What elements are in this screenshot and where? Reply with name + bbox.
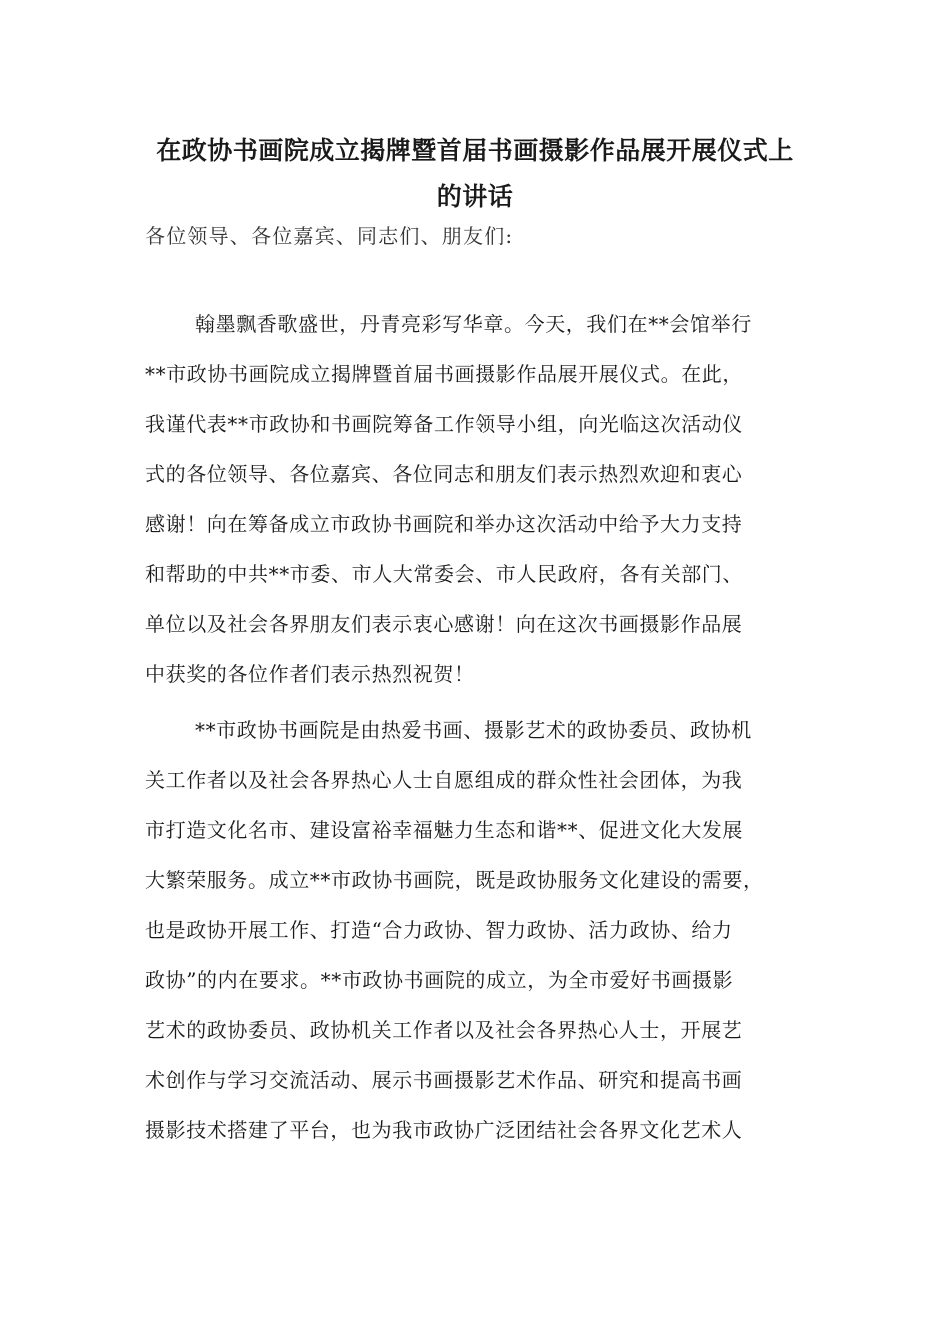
paragraph-line: **市政协书画院成立揭牌暨首届书画摄影作品展开展仪式。在此， [145, 362, 743, 386]
paragraph-line: 感谢！向在筹备成立市政协书画院和举办这次活动中给予大力支持 [145, 512, 743, 536]
paragraph-line: 和帮助的中共**市委、市人大常委会、市人民政府，各有关部门、 [145, 562, 743, 586]
greeting-line: 各位领导、各位嘉宾、同志们、朋友们: [145, 224, 514, 248]
title-line: 的讲话 [436, 182, 514, 211]
paragraph-line: 中获奖的各位作者们表示热烈祝贺！ [145, 662, 475, 686]
paragraph-line: **市政协书画院是由热爱书画、摄影艺术的政协委员、政协机 [195, 718, 752, 742]
title-line: 在政协书画院成立揭牌暨首届书画摄影作品展开展仪式上 [156, 136, 794, 165]
paragraph-introduction [145, 705, 810, 1155]
document-title [145, 128, 805, 220]
paragraph-line: 大繁荣服务。成立**市政协书画院，既是政协服务文化建设的需要， [145, 868, 764, 892]
paragraph-line: 关工作者以及社会各界热心人士自愿组成的群众性社会团体，为我 [145, 768, 743, 792]
paragraph-line: 式的各位领导、各位嘉宾、各位同志和朋友们表示热烈欢迎和衷心 [145, 462, 743, 486]
paragraph-line: 单位以及社会各界朋友们表示衷心感谢！向在这次书画摄影作品展 [145, 612, 743, 636]
paragraph-line: 翰墨飘香歌盛世，丹青亮彩写华章。今天，我们在**会馆举行 [195, 312, 752, 336]
paragraph-line: 也是政协开展工作、打造“合力政协、智力政协、活力政协、给力 [145, 918, 733, 942]
paragraph-line: 政协”的内在要求。**市政协书画院的成立，为全市爱好书画摄影 [145, 968, 734, 992]
paragraph-line: 术创作与学习交流活动、展示书画摄影艺术作品、研究和提高书画 [145, 1068, 743, 1092]
paragraph-line: 我谨代表**市政协和书画院筹备工作领导小组，向光临这次活动仪 [145, 412, 743, 436]
paragraph-line: 市打造文化名市、建设富裕幸福魅力生态和谐**、促进文化大发展 [145, 818, 743, 842]
paragraph-line: 艺术的政协委员、政协机关工作者以及社会各界热心人士，开展艺 [145, 1018, 743, 1042]
paragraph-line: 摄影技术搭建了平台，也为我市政协广泛团结社会各界文化艺术人 [145, 1118, 743, 1142]
paragraph-welcome [145, 299, 810, 699]
